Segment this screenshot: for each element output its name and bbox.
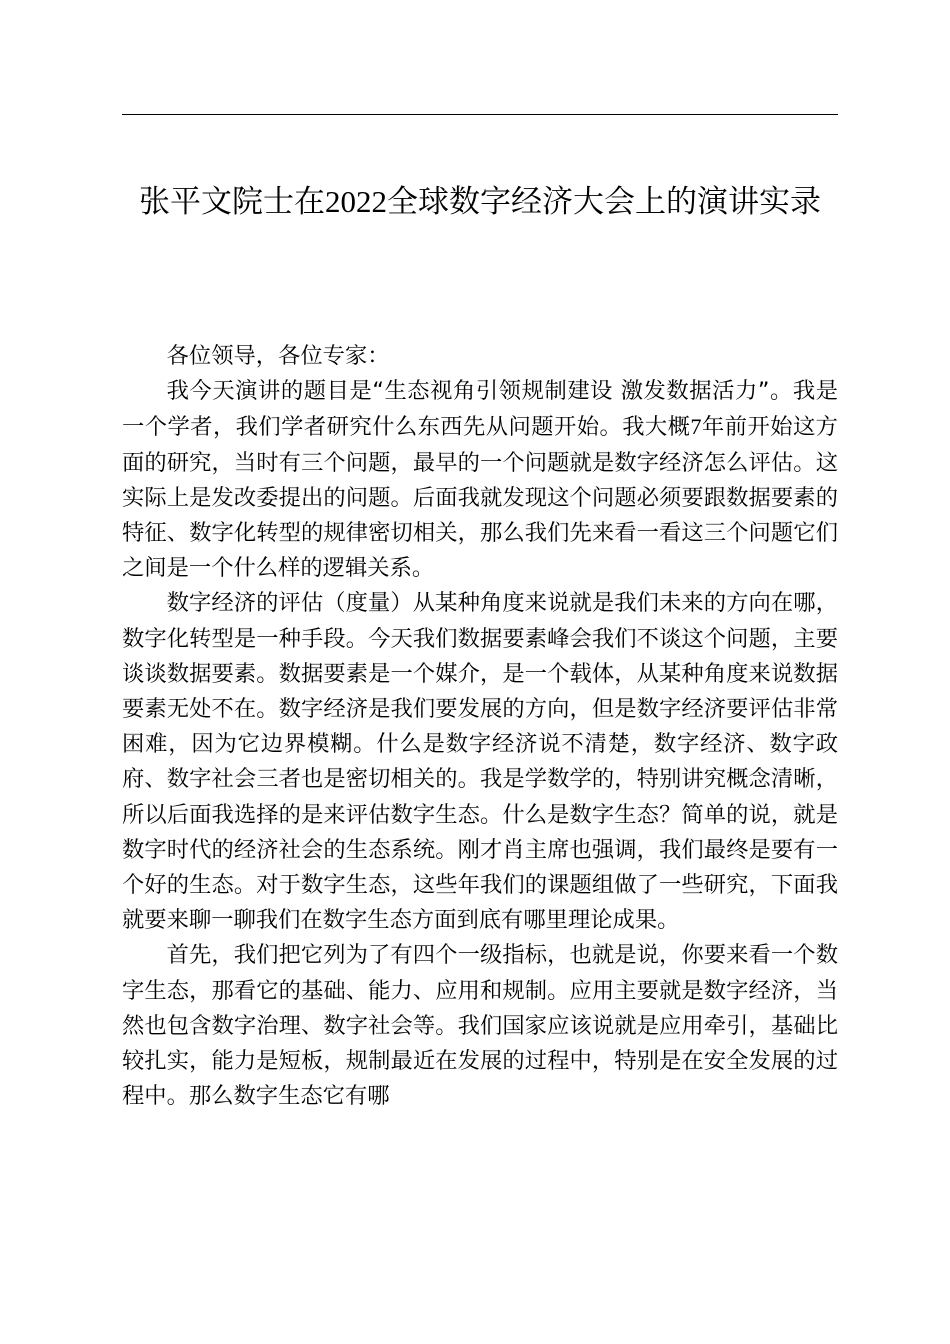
- paragraph-1-rest: 年前开始这方面的研究，当时有三个问题，最早的一个问题就是数字经济怎么评估。这实际上是发改委提出的问题。后面我就发现这个问题必须要跟数据要素的特征、数字化转型的规律密切相关，那么我们先来看一看这三个问题它们之间是一个什么样的逻辑关系。: [122, 414, 838, 582]
- greeting-paragraph: 各位领导，各位专家：: [166, 343, 390, 369]
- document-title: [122, 170, 838, 234]
- title-prefix: 张平文院士在: [139, 184, 325, 220]
- title-suffix: 全球数字经济大会上的演讲实录: [387, 184, 821, 220]
- header-rule: [122, 114, 838, 115]
- paragraph-2: 数字经济的评估（度量）从某种角度来说就是我们未来的方向在哪，数字化转型是一种手段。今天我们数据要素峰会我们不谈这个问题，主要谈谈数据要素。数据要素是一个媒介，是一个载体，从某种角度来说数据要素无处不在。数字经济是我们要发展的方向，但是数字经济要评估非常困难，因为它边界模糊。什么是数字经济说不清楚，数字经济、数字政府、数字社会三者也是密切相关的。我是学数学的，特别讲究概念清晰，所以后面我选择的是来评估数字生态。什么是数字生态？简单的说，就是数字时代的经济社会的生态系统。刚才肖主席也强调，我们最终是要有一个好的生态。对于数字生态，这些年我们的课题组做了一些研究，下面我就要来聊一聊我们在数字生态方面到底有哪里理论成果。: [122, 590, 838, 934]
- paragraph-1-number: 7: [690, 414, 702, 440]
- title-year: 2022: [325, 184, 387, 219]
- document-body: [122, 339, 838, 1114]
- paragraph-1-text: 我今天演讲的题目是“生态视角引领规制建设 激发数据活力”。我是一个学者，我们学者研究什么东西先从问题开始。我大概: [122, 378, 838, 441]
- paragraph-3: 首先，我们把它列为了有四个一级指标，也就是说，你要来看一个数字生态，那看它的基础、能力、应用和规制。应用主要就是数字经济，当然也包含数字治理、数字社会等。我们国家应该说就是应用牵引，基础比较扎实，能力是短板，规制最近在发展的过程中，特别是在安全发展的过程中。那么数字生态它有哪: [122, 942, 838, 1110]
- paragraph-1: [122, 374, 838, 586]
